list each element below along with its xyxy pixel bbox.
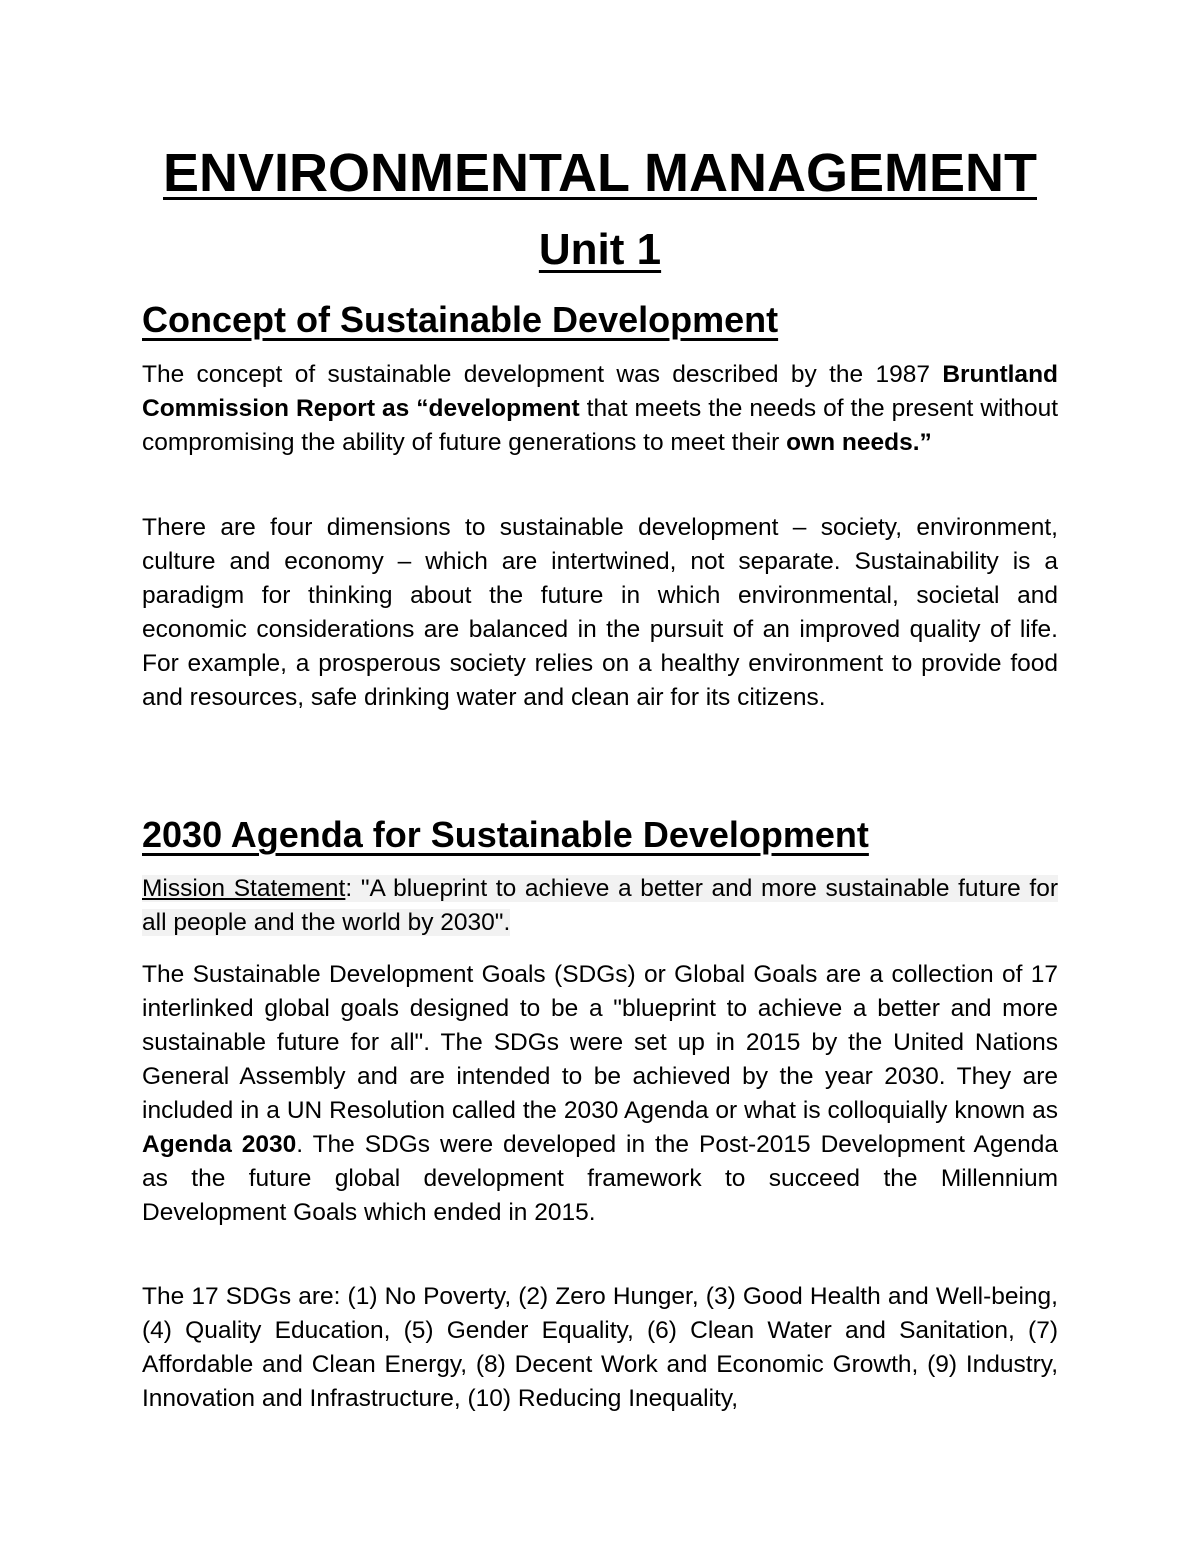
paragraph-17-sdgs: The 17 SDGs are: (1) No Poverty, (2) Zero Hunger, (3) Good Health and Well-being, (4) Quality Education, (5) Gender Equality, (6) Clean Water and Sanitation, (7) Affordable and Clean Energy, (8) Decent Work and Economic Growth, (9) Industry, Innovation and Infrastructure, (10) Reducing Inequality, <box>142 1283 1058 1412</box>
section-heading-2030-agenda: 2030 Agenda for Sustainable Development <box>142 814 869 855</box>
mission-statement-label: Mission Statement <box>142 875 346 902</box>
section-heading-sustainable-development: Concept of Sustainable Development <box>142 299 779 340</box>
paragraph-mission-statement: Mission Statement: "A blueprint to achieve a better and more sustainable future for all people and the world by 2030". <box>142 875 1059 936</box>
paragraph-definition: The concept of sustainable development was described by the 1987 Bruntland Commission Report as “development that meets the needs of the present without compromising the ability of future generations to meet their own needs.” <box>142 361 1058 456</box>
unit-title: Unit 1 <box>538 225 662 274</box>
paragraph-sdgs: The Sustainable Development Goals (SDGs) or Global Goals are a collection of 17 interlinked global goals designed to be a "blueprint to achieve a better and more sustainable future for all". The SDGs were set up in 2015 by the United Nations General Assembly and are intended to be achieved by the year 2030. They are included in a UN Resolution called the 2030 Agenda or what is colloquially known as Agenda 2030. The SDGs were developed in the Post-2015 Development Agenda as the future global development framework to succeed the Millennium Development Goals which ended in 2015. <box>142 961 1058 1226</box>
document-title: ENVIRONMENTAL MANAGEMENT <box>163 143 1037 203</box>
paragraph-four-dimensions: There are four dimensions to sustainable development – society, environment, culture and economy – which are intertwined, not separate. Sustainability is a paradigm for thinking about the future in which environmental, societal and economic considerations are balanced in the pursuit of an improved quality of life. For example, a prosperous society relies on a healthy environment to provide food and resources, safe drinking water and clean air for its citizens. <box>142 514 1058 711</box>
